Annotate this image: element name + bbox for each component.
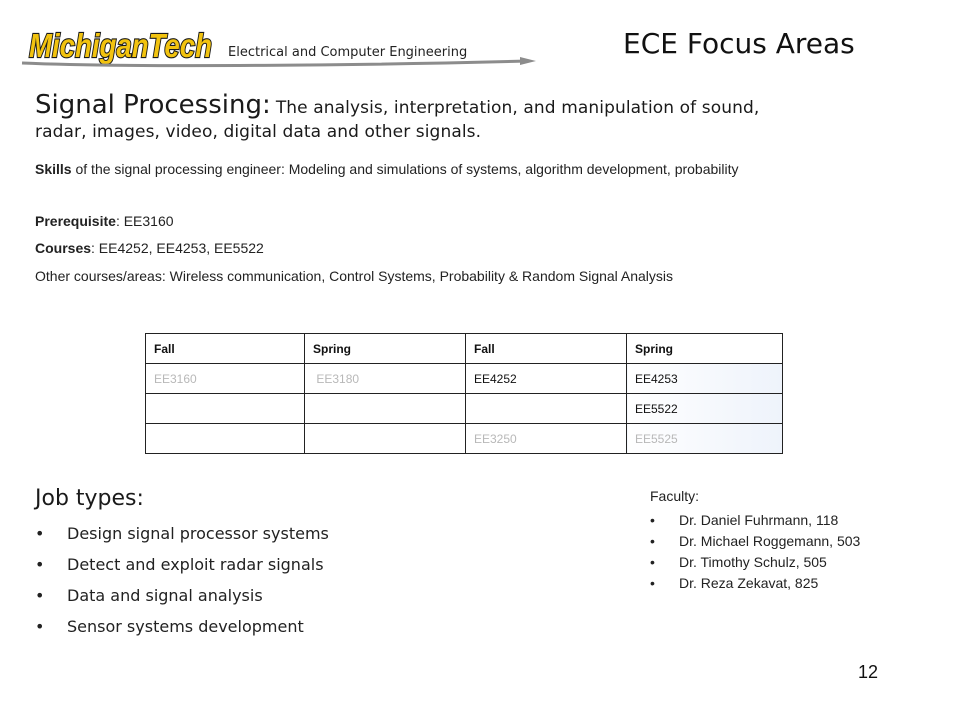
table-cell: [305, 394, 466, 424]
bullet: •: [35, 524, 45, 543]
slide-title: ECE Focus Areas: [623, 27, 855, 60]
faculty-list: [650, 512, 860, 596]
table-cell: EE3180: [305, 364, 466, 394]
bullet: •: [650, 554, 655, 570]
svg-text:MichiganTech: MichiganTech: [29, 27, 212, 64]
bullet: •: [35, 555, 45, 574]
list-item: [650, 554, 860, 575]
faculty-item: Dr. Timothy Schulz, 505: [679, 554, 827, 570]
list-item: [35, 555, 329, 586]
courses-line: [35, 240, 264, 256]
bullet: •: [35, 586, 45, 605]
table-row: [146, 364, 783, 394]
header-cell: Spring: [305, 334, 466, 364]
skills-line: [35, 161, 739, 177]
topic-name: Signal Processing:: [35, 90, 271, 120]
course-schedule-table: [145, 333, 783, 454]
job-item: Detect and exploit radar signals: [67, 555, 324, 574]
bullet: •: [650, 533, 655, 549]
table-cell: EE5525: [627, 424, 783, 454]
table-row: [146, 424, 783, 454]
topic-heading: [35, 90, 935, 142]
skills-label: Skills: [35, 161, 72, 177]
faculty-item: Dr. Reza Zekavat, 825: [679, 575, 819, 591]
courses-value: : EE4252, EE4253, EE5522: [91, 240, 264, 256]
job-item: Sensor systems development: [67, 617, 304, 636]
list-item: [650, 533, 860, 554]
header-cell: Fall: [466, 334, 627, 364]
courses-label: Courses: [35, 240, 92, 256]
table-cell: [305, 424, 466, 454]
table-header-row: [146, 334, 783, 364]
prerequisite-line: [35, 213, 174, 229]
topic-description-line1: The analysis, interpretation, and manipulation of sound,: [275, 98, 760, 118]
table-cell: [146, 424, 305, 454]
table-cell: [466, 394, 627, 424]
prerequisite-label: Prerequisite: [35, 213, 116, 229]
list-item: [650, 512, 860, 533]
faculty-item: Dr. Michael Roggemann, 503: [679, 533, 861, 549]
header-underline-arrow: [20, 54, 540, 70]
table-cell: EE3250: [466, 424, 627, 454]
table-cell: EE4253: [627, 364, 783, 394]
job-types-title: Job types:: [35, 486, 144, 511]
list-item: [650, 575, 860, 596]
list-item: [35, 586, 329, 617]
job-item: Data and signal analysis: [67, 586, 263, 605]
list-item: [35, 524, 329, 555]
faculty-title: Faculty:: [650, 488, 700, 504]
bullet: •: [650, 512, 655, 528]
topic-description-line2: radar, images, video, digital data and other signals.: [35, 122, 482, 142]
header-cell: Spring: [627, 334, 783, 364]
table-cell: EE5522: [627, 394, 783, 424]
list-item: [35, 617, 329, 648]
table-row: [146, 394, 783, 424]
header-cell: Fall: [146, 334, 305, 364]
other-courses-line: Other courses/areas: Wireless communication, Control Systems, Probability & Random Signal Analysis: [35, 268, 674, 284]
bullet: •: [35, 617, 45, 636]
page-number: 12: [858, 662, 879, 682]
skills-text: of the signal processing engineer: Modeling and simulations of systems, algorithm development, probability: [75, 161, 739, 177]
job-types-list: [35, 524, 329, 648]
job-item: Design signal processor systems: [67, 524, 329, 543]
table-cell: EE3160: [146, 364, 305, 394]
prerequisite-value: : EE3160: [115, 213, 174, 229]
bullet: •: [650, 575, 655, 591]
faculty-item: Dr. Daniel Fuhrmann, 118: [679, 512, 839, 528]
table-cell: [146, 394, 305, 424]
department-name: Electrical and Computer Engineering: [228, 45, 468, 60]
table-cell: EE4252: [466, 364, 627, 394]
